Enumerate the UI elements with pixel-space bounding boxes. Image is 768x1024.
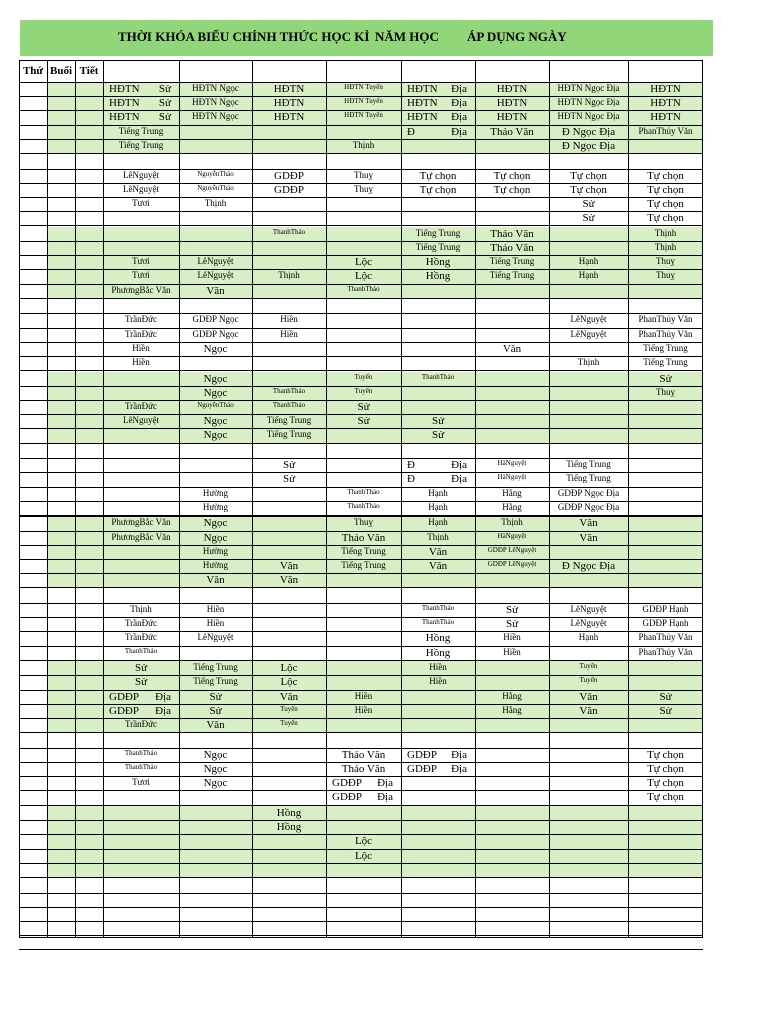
timetable-cell: PhươngBắc Văn bbox=[111, 517, 171, 528]
timetable-cell: HĐTN Ngọc bbox=[192, 83, 239, 93]
timetable-cell: Hằng bbox=[502, 690, 522, 701]
timetable-cell: TrầnĐức bbox=[124, 719, 158, 729]
timetable-cell: Sử bbox=[357, 401, 370, 413]
timetable-cell: LêNguyệt bbox=[570, 604, 607, 614]
timetable-cell: Văn bbox=[206, 284, 225, 297]
timetable-cell: GDĐP bbox=[407, 763, 437, 775]
timetable-cell: PhươngBắc Văn bbox=[111, 531, 171, 542]
timetable-cell: ThanhThảo bbox=[347, 501, 380, 510]
grid-hline bbox=[19, 718, 703, 719]
timetable-cell: Đ bbox=[407, 459, 415, 472]
timetable-cell: Hạnh bbox=[578, 632, 599, 643]
timetable-cell: Ngọc bbox=[203, 763, 228, 775]
grid-hline bbox=[19, 805, 703, 806]
timetable-cell: Tươi bbox=[132, 198, 150, 208]
timetable-cell: HàNguyệt bbox=[497, 459, 527, 468]
timetable-cell: Thịnh bbox=[654, 242, 677, 252]
timetable-cell: Địa bbox=[451, 473, 467, 486]
timetable-cell: Tươi bbox=[132, 256, 150, 267]
timetable-cell: GDĐP bbox=[332, 791, 362, 804]
timetable-cell: Ngọc bbox=[203, 372, 228, 385]
timetable-cell: Ngọc bbox=[203, 517, 228, 530]
timetable-cell: Ngọc bbox=[203, 342, 228, 355]
grid-hline bbox=[19, 225, 703, 226]
grid-hline bbox=[19, 937, 703, 938]
timetable-cell: Tiếng Trung bbox=[415, 242, 461, 252]
timetable-cell: ThanhThảo bbox=[124, 763, 158, 771]
timetable-cell: Tiếng Trung bbox=[118, 139, 164, 150]
timetable-cell: Đ bbox=[407, 125, 415, 138]
timetable-cell: Sử bbox=[431, 415, 445, 428]
timetable-cell: Địa bbox=[155, 690, 171, 703]
timetable-cell: Tuyến bbox=[579, 662, 598, 671]
timetable-cell: PhươngBắc Văn bbox=[111, 284, 171, 295]
timetable-cell: Tiếng Trung bbox=[193, 662, 238, 673]
timetable-cell: ThanhThảo bbox=[347, 487, 380, 496]
timetable-cell: Sử bbox=[431, 429, 445, 442]
grid-hline bbox=[19, 443, 703, 444]
timetable-cell: Đ bbox=[407, 473, 415, 486]
timetable-cell: Văn bbox=[279, 690, 299, 703]
timetable-cell: Thảo Văn bbox=[341, 763, 386, 775]
timetable-cell: Tiếng Trung bbox=[566, 473, 611, 484]
grid-hline bbox=[19, 935, 703, 936]
grid-hline bbox=[19, 863, 703, 864]
timetable-cell: Hồng bbox=[425, 646, 451, 659]
timetable-cell: Tự chọn bbox=[493, 169, 531, 182]
grid-hline bbox=[19, 877, 703, 878]
timetable-cell: Thuỵ bbox=[354, 517, 373, 528]
timetable-cell: Tiếng Trung bbox=[193, 676, 238, 687]
timetable-cell: Sử bbox=[134, 662, 148, 675]
timetable-cell: HĐTN bbox=[273, 111, 305, 124]
grid-hline bbox=[19, 356, 703, 357]
timetable-cell: LêNguyệt bbox=[197, 270, 234, 281]
timetable-cell: Tự chọn bbox=[419, 169, 457, 182]
timetable-cell: GDĐP bbox=[407, 748, 437, 761]
timetable-cell: Sử bbox=[158, 111, 171, 124]
timetable-cell: Hiền bbox=[132, 357, 150, 367]
timetable-cell: Hạnh bbox=[578, 256, 599, 267]
timetable-cell: LêNguyệt bbox=[123, 169, 159, 180]
timetable-cell: Lộc bbox=[354, 849, 373, 862]
timetable-cell: Hồng bbox=[425, 256, 451, 269]
timetable-cell: Địa bbox=[451, 459, 467, 472]
timetable-cell: Hiền bbox=[206, 618, 225, 629]
timetable-cell: PhanThủy Văn bbox=[638, 125, 693, 136]
timetable-cell: Địa bbox=[377, 791, 393, 804]
timetable-cell: NguyễnThảo bbox=[197, 401, 234, 409]
timetable-cell: HĐTN bbox=[650, 97, 681, 110]
grid-vline bbox=[47, 60, 48, 938]
timetable-cell: ThanhThảo bbox=[124, 646, 158, 655]
header-session: Buổi bbox=[49, 65, 72, 77]
timetable-cell: Sử bbox=[134, 676, 148, 689]
grid-hline bbox=[19, 893, 703, 894]
timetable-cell: Đ Ngọc Địa bbox=[561, 139, 616, 152]
timetable-cell: Đ Ngọc Địa bbox=[561, 125, 616, 138]
timetable-cell: Hiền bbox=[280, 314, 298, 325]
timetable-cell: Hường bbox=[202, 545, 229, 556]
timetable-cell: Văn bbox=[579, 690, 598, 703]
timetable-cell: HĐTN bbox=[496, 83, 528, 95]
timetable-cell: Văn bbox=[579, 531, 598, 544]
timetable-cell: Lộc bbox=[354, 256, 373, 269]
timetable-cell: Tự chọn bbox=[570, 183, 607, 196]
timetable-cell: Ngọc bbox=[203, 531, 228, 544]
timetable-cell: NguyễnThảo bbox=[197, 183, 234, 192]
timetable-cell: Tự chọn bbox=[647, 748, 684, 761]
grid-hline bbox=[19, 153, 703, 154]
timetable-cell: GDĐP bbox=[274, 169, 304, 182]
timetable-cell: Địa bbox=[451, 111, 467, 124]
timetable-cell: Ngọc bbox=[203, 415, 228, 428]
timetable-cell: ThanhThảo bbox=[124, 748, 158, 757]
timetable-cell: Tiếng Trung bbox=[118, 125, 164, 136]
timetable-cell: Thảo Văn bbox=[490, 242, 534, 254]
timetable-cell: HĐTN bbox=[496, 111, 528, 124]
timetable-cell: Tiếng Trung bbox=[489, 256, 535, 267]
timetable-cell: Sử bbox=[582, 198, 595, 210]
timetable-cell: LêNguyệt bbox=[197, 256, 234, 267]
timetable-cell: Sử bbox=[209, 704, 222, 717]
timetable-cell: Tiếng Trung bbox=[266, 415, 312, 426]
timetable-cell: HĐTN bbox=[650, 111, 681, 124]
timetable-cell: Địa bbox=[451, 83, 467, 95]
timetable-cell: Hiền bbox=[429, 662, 447, 673]
timetable-cell: PhanThủy Văn bbox=[638, 314, 693, 325]
timetable-cell: Địa bbox=[451, 97, 467, 110]
timetable-cell: Đ Ngọc Địa bbox=[561, 560, 616, 572]
timetable-cell: Tự chọn bbox=[647, 198, 684, 210]
timetable-cell: Ngọc bbox=[203, 386, 228, 399]
timetable-cell: GDĐP bbox=[332, 777, 362, 790]
timetable-cell: HĐTN bbox=[109, 97, 140, 110]
timetable-cell: TrầnĐức bbox=[124, 401, 158, 411]
timetable-cell: GDĐP Ngọc Địa bbox=[557, 487, 620, 498]
timetable-cell: Sử bbox=[209, 690, 222, 703]
timetable-cell: Thịnh bbox=[427, 531, 449, 542]
grid-vline bbox=[75, 60, 76, 938]
timetable-cell: Địa bbox=[451, 125, 467, 138]
timetable-cell: Hạnh bbox=[428, 501, 448, 512]
timetable-cell: GDĐP Ngọc bbox=[192, 328, 239, 339]
grid-hline bbox=[19, 211, 703, 212]
timetable-cell: Hạnh bbox=[428, 487, 448, 498]
timetable-cell: Tự chọn bbox=[647, 763, 684, 775]
timetable-cell: Địa bbox=[155, 704, 171, 717]
timetable-cell: Thuỵ bbox=[656, 386, 675, 397]
timetable-cell: Thịnh bbox=[204, 198, 227, 208]
grid-hline bbox=[19, 631, 703, 632]
title-banner bbox=[20, 20, 713, 56]
timetable-cell: Văn bbox=[206, 719, 225, 731]
timetable-cell: HĐTN Ngọc Địa bbox=[557, 97, 620, 108]
timetable-cell: Tuyến bbox=[280, 719, 298, 727]
timetable-cell: Văn bbox=[502, 342, 522, 355]
timetable-cell: TrầnĐức bbox=[124, 618, 158, 629]
timetable-cell: HĐTN Ngọc bbox=[192, 97, 239, 108]
timetable-cell: HĐTN bbox=[407, 111, 438, 124]
timetable-cell: Thảo Văn bbox=[341, 748, 386, 761]
timetable-cell: Tiếng Trung bbox=[566, 459, 611, 470]
timetable-cell: Hạnh bbox=[578, 270, 599, 281]
timetable-cell: PhanThủy Văn bbox=[638, 328, 693, 339]
timetable-cell: Tự chọn bbox=[647, 777, 684, 790]
timetable-cell: Lộc bbox=[280, 676, 298, 689]
title-part-3: ÁP DỤNG NGÀY bbox=[467, 29, 567, 44]
timetable-cell: Hồng bbox=[425, 632, 451, 645]
timetable-cell: Ngọc bbox=[203, 777, 228, 790]
timetable-cell: Hiền bbox=[503, 632, 521, 643]
timetable-cell: HĐTN bbox=[273, 97, 305, 110]
timetable-cell: ThanhThảo bbox=[347, 284, 380, 293]
grid-hline bbox=[19, 370, 703, 371]
timetable-cell: Tiếng Trung bbox=[415, 227, 461, 238]
timetable-cell: Hiền bbox=[280, 328, 298, 339]
timetable-cell: GDĐP Hạnh bbox=[642, 618, 689, 629]
grid-hline bbox=[19, 732, 703, 733]
timetable-cell: ThanhThảo bbox=[272, 386, 306, 395]
timetable-cell: Tươi bbox=[132, 777, 150, 788]
timetable-cell: ThanhThảo bbox=[272, 227, 306, 236]
timetable-cell: Tuyến bbox=[354, 372, 373, 381]
grid-hline bbox=[19, 675, 703, 676]
timetable-cell: HĐTN Ngọc bbox=[192, 111, 239, 122]
grid-hline bbox=[19, 907, 703, 908]
timetable-cell: ThanhThảo bbox=[421, 604, 455, 612]
timetable-cell: HĐTN bbox=[407, 83, 438, 95]
timetable-cell: HĐTN bbox=[496, 97, 528, 110]
grid-hline bbox=[19, 921, 703, 922]
timetable-cell: Tự chọn bbox=[647, 212, 684, 225]
timetable-cell: GDĐP LêNguyệt bbox=[487, 560, 537, 568]
timetable-cell: LêNguyệt bbox=[123, 183, 159, 194]
timetable-cell: Thảo Văn bbox=[341, 531, 386, 544]
timetable-cell: Tiếng Trung bbox=[266, 429, 312, 440]
timetable-cell: Hiền bbox=[503, 646, 521, 657]
timetable-cell: GDĐP Ngọc Địa bbox=[557, 501, 620, 512]
timetable-cell: Thịnh bbox=[501, 517, 523, 528]
timetable-cell: ThanhThảo bbox=[272, 401, 306, 409]
timetable-cell: Lộc bbox=[354, 835, 373, 848]
timetable-cell: GDĐP Ngọc bbox=[192, 314, 239, 325]
timetable-cell: Văn bbox=[428, 545, 448, 558]
header-day: Thứ bbox=[22, 65, 44, 77]
timetable-cell: Thuỵ bbox=[354, 169, 373, 180]
timetable-cell: Hằng bbox=[502, 704, 522, 715]
timetable-cell: GDĐP bbox=[274, 183, 304, 196]
timetable-cell: Sử bbox=[582, 212, 595, 225]
timetable-cell: Thịnh bbox=[577, 357, 600, 367]
timetable-cell: Tự chọn bbox=[647, 169, 684, 182]
title-part-2: NĂM HỌC bbox=[375, 29, 439, 44]
timetable-cell: LêNguyệt bbox=[570, 328, 607, 339]
timetable-cell: Hạnh bbox=[428, 517, 448, 528]
timetable-cell: HĐTN Tuyến bbox=[344, 97, 383, 106]
timetable-cell: Văn bbox=[428, 560, 448, 572]
timetable-cell: HàNguyệt bbox=[497, 531, 527, 540]
timetable-cell: Lộc bbox=[280, 662, 298, 675]
timetable-cell: Sử bbox=[282, 473, 296, 486]
timetable-cell: GDĐP bbox=[109, 704, 139, 717]
grid-hline bbox=[19, 197, 703, 198]
timetable-cell: Tự chọn bbox=[647, 791, 684, 804]
timetable-cell: Thịnh bbox=[352, 139, 375, 150]
timetable-cell: HĐTN bbox=[407, 97, 438, 110]
timetable-cell: Lộc bbox=[354, 270, 373, 283]
timetable-cell: LêNguyệt bbox=[197, 632, 234, 643]
timetable-cell: HĐTN bbox=[109, 111, 140, 124]
timetable-cell: GDĐP bbox=[109, 690, 139, 703]
grid-hline bbox=[19, 241, 703, 242]
timetable-cell: Hiền bbox=[132, 342, 150, 353]
grid-vline bbox=[19, 60, 20, 938]
timetable-cell: GDĐP Hạnh bbox=[642, 604, 689, 614]
timetable-cell: HĐTN Ngọc Địa bbox=[557, 83, 620, 93]
timetable-cell: Thịnh bbox=[654, 227, 677, 238]
title-part-1: THỜI KHÓA BIỂU CHÍNH THỨC HỌC KÌ bbox=[118, 29, 370, 44]
timetable-cell: Hồng bbox=[276, 807, 302, 819]
timetable-cell: Sử bbox=[659, 372, 672, 385]
timetable-cell: Sử bbox=[357, 415, 370, 428]
timetable-cell: Thịnh bbox=[278, 270, 300, 281]
timetable-cell: Sử bbox=[659, 704, 672, 717]
timetable-cell: LêNguyệt bbox=[570, 618, 607, 629]
timetable-cell: TrầnĐức bbox=[124, 328, 158, 339]
timetable-cell: NguyễnThảo bbox=[197, 169, 234, 178]
timetable-cell: Hường bbox=[202, 487, 229, 498]
timetable-cell: Thuỵ bbox=[656, 256, 675, 267]
timetable-cell: LêNguyệt bbox=[123, 415, 159, 426]
timetable-cell: Thuỵ bbox=[656, 270, 675, 281]
timetable-cell: Văn bbox=[279, 574, 299, 587]
timetable-grid bbox=[19, 60, 703, 938]
timetable-cell: Địa bbox=[451, 763, 467, 775]
timetable-cell: Hiền bbox=[206, 604, 225, 614]
timetable-cell: TrầnĐức bbox=[124, 632, 158, 643]
timetable-cell: GDĐP LêNguyệt bbox=[487, 545, 537, 554]
timetable-cell: Văn bbox=[579, 517, 598, 530]
timetable-cell: Hiền bbox=[429, 676, 447, 687]
timetable-cell: HĐTN bbox=[273, 83, 305, 95]
timetable-cell: Hằng bbox=[502, 487, 522, 498]
timetable-cell: Tiếng Trung bbox=[643, 357, 688, 367]
timetable-cell: Thảo Văn bbox=[490, 227, 534, 240]
timetable-cell: Hiền bbox=[354, 690, 373, 701]
grid-hline bbox=[19, 298, 703, 299]
timetable-cell: Ngọc bbox=[203, 748, 228, 761]
timetable-cell: ThanhThảo bbox=[421, 372, 455, 381]
timetable-cell: HĐTN Ngọc Địa bbox=[557, 111, 620, 122]
timetable-cell: Tiếng Trung bbox=[341, 545, 386, 556]
timetable-cell: Tự chọn bbox=[493, 183, 531, 196]
timetable-cell: Tuyến bbox=[280, 704, 298, 713]
grid-hline bbox=[19, 428, 703, 429]
timetable-cell: Sử bbox=[505, 618, 519, 631]
timetable-cell: HĐTN Tuyến bbox=[344, 83, 383, 91]
timetable-cell: ThanhThảo bbox=[421, 618, 455, 627]
timetable-cell: PhanThủy Văn bbox=[638, 646, 693, 657]
timetable-cell: Tuyến bbox=[579, 676, 598, 685]
timetable-cell: TrầnĐức bbox=[124, 314, 158, 325]
timetable-cell: LêNguyệt bbox=[570, 314, 607, 325]
timetable-cell: Tự chọn bbox=[419, 183, 457, 196]
timetable-cell: Sử bbox=[505, 604, 519, 616]
timetable-cell: Văn bbox=[279, 560, 299, 572]
timetable-cell: HĐTN bbox=[650, 83, 681, 95]
timetable-cell: Hằng bbox=[502, 501, 522, 512]
timetable-cell: Hiền bbox=[354, 704, 373, 715]
timetable-cell: Thuỵ bbox=[354, 183, 373, 194]
header-period: Tiết bbox=[79, 65, 99, 77]
grid-hline bbox=[19, 660, 703, 661]
grid-hline bbox=[19, 587, 703, 588]
timetable-cell: Tự chọn bbox=[647, 183, 684, 196]
timetable-cell: PhanThủy Văn bbox=[638, 632, 693, 643]
timetable-cell: Tiếng Trung bbox=[489, 270, 535, 281]
timetable-cell: Sử bbox=[659, 690, 672, 703]
timetable-cell: Văn bbox=[579, 704, 598, 717]
grid-hline bbox=[19, 60, 703, 61]
timetable-cell: Tự chọn bbox=[570, 169, 607, 182]
timetable-cell: Sử bbox=[158, 83, 171, 95]
timetable-cell: HĐTN bbox=[109, 83, 140, 95]
grid-hline bbox=[19, 573, 703, 574]
timetable-cell: Thịnh bbox=[130, 604, 152, 614]
timetable-cell: Hường bbox=[202, 501, 229, 512]
timetable-cell: Tươi bbox=[132, 270, 150, 281]
timetable-cell: Địa bbox=[377, 777, 393, 790]
timetable-cell: Tiếng Trung bbox=[643, 342, 688, 353]
timetable-cell: Sử bbox=[158, 97, 171, 110]
timetable-cell: Hồng bbox=[425, 270, 451, 283]
grid-hline bbox=[19, 949, 703, 950]
timetable-cell: Văn bbox=[206, 574, 225, 587]
timetable-cell: Ngọc bbox=[203, 429, 228, 442]
timetable-cell: Địa bbox=[451, 748, 467, 761]
timetable-cell: Hồng bbox=[276, 821, 302, 834]
timetable-cell: Tuyến bbox=[354, 386, 373, 395]
timetable-cell: HĐTN Tuyến bbox=[344, 111, 383, 120]
timetable-cell: Sử bbox=[282, 459, 296, 472]
timetable-cell: Hường bbox=[202, 560, 229, 570]
timetable-cell: HàNguyệt bbox=[497, 473, 527, 482]
timetable-cell: Tiếng Trung bbox=[341, 560, 386, 570]
timetable-cell: Thảo Văn bbox=[490, 125, 534, 138]
grid-hline bbox=[19, 820, 703, 821]
